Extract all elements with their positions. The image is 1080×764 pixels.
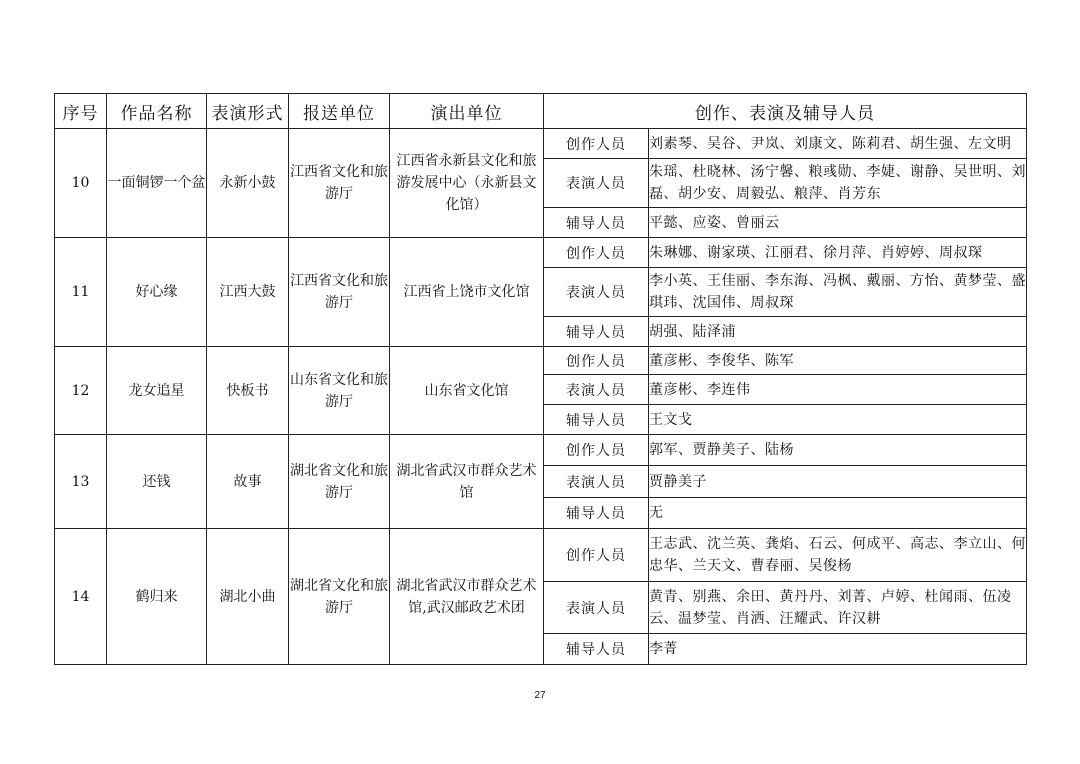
role-label: 表演人员	[544, 582, 649, 634]
row-no: 11	[55, 238, 107, 347]
row-form: 永新小鼓	[207, 129, 289, 238]
table-row	[55, 129, 1027, 159]
row-submitter: 湖北省文化和旅游厅	[289, 529, 390, 665]
staff-names: 董彦彬、李俊华、陈军	[649, 347, 1027, 375]
role-label: 辅导人员	[544, 317, 649, 347]
row-no: 10	[55, 129, 107, 238]
role-label: 创作人员	[544, 347, 649, 375]
role-label: 辅导人员	[544, 634, 649, 665]
staff-names: 胡强、陆泽浦	[649, 317, 1027, 347]
role-label: 表演人员	[544, 268, 649, 317]
row-form: 快板书	[207, 347, 289, 435]
row-submitter: 湖北省文化和旅游厅	[289, 435, 390, 529]
row-performer: 湖北省武汉市群众艺术馆	[390, 435, 544, 529]
staff-names: 刘素琴、吴谷、尹岚、刘康文、陈莉君、胡生强、左文明	[649, 129, 1027, 159]
awards-table	[54, 93, 1027, 665]
staff-names: 黄青、别燕、余田、黄丹丹、刘菁、卢婷、杜闻雨、伍凌云、温梦莹、肖洒、汪耀武、许汉耕	[649, 582, 1027, 634]
row-performer: 湖北省武汉市群众艺术馆,武汉邮政艺术团	[390, 529, 544, 665]
row-no: 13	[55, 435, 107, 529]
table-row	[55, 347, 1027, 375]
staff-names: 王志武、沈兰英、龚焰、石云、何成平、高志、李立山、何忠华、兰天文、曹春丽、吴俊杨	[649, 529, 1027, 582]
row-performer: 江西省永新县文化和旅游发展中心（永新县文化馆）	[390, 129, 544, 238]
role-label: 辅导人员	[544, 498, 649, 529]
role-label: 辅导人员	[544, 208, 649, 238]
staff-names: 朱琳娜、谢家瑛、江丽君、徐月萍、肖婷婷、周叔琛	[649, 238, 1027, 268]
role-label: 创作人员	[544, 238, 649, 268]
row-form: 江西大鼓	[207, 238, 289, 347]
table-row	[55, 435, 1027, 466]
row-title: 好心缘	[107, 238, 207, 347]
row-submitter: 江西省文化和旅游厅	[289, 129, 390, 238]
role-label: 表演人员	[544, 466, 649, 498]
staff-names: 郭军、贾静美子、陆杨	[649, 435, 1027, 466]
row-form: 故事	[207, 435, 289, 529]
row-submitter: 山东省文化和旅游厅	[289, 347, 390, 435]
table-header-row	[55, 94, 1027, 129]
role-label: 创作人员	[544, 529, 649, 582]
table-row	[55, 529, 1027, 582]
row-title: 还钱	[107, 435, 207, 529]
role-label: 表演人员	[544, 159, 649, 208]
role-label: 表演人员	[544, 375, 649, 405]
page-number: 27	[534, 690, 546, 701]
staff-names: 无	[649, 498, 1027, 529]
staff-names: 王文戈	[649, 405, 1027, 435]
staff-names: 李小英、王佳丽、李东海、冯枫、戴丽、方怡、黄梦莹、盛琪玮、沈国伟、周叔琛	[649, 268, 1027, 317]
row-no: 12	[55, 347, 107, 435]
header-no: 序号	[55, 94, 107, 129]
row-performer: 江西省上饶市文化馆	[390, 238, 544, 347]
row-form: 湖北小曲	[207, 529, 289, 665]
row-title: 一面铜锣一个盆	[107, 129, 207, 238]
staff-names: 朱瑶、杜晓林、汤宁馨、粮彧勋、李婕、谢静、吴世明、刘磊、胡少安、周毅弘、粮萍、肖芳东	[649, 159, 1027, 208]
staff-names: 平懿、应姿、曾丽云	[649, 208, 1027, 238]
table-row	[55, 238, 1027, 268]
header-submitter: 报送单位	[289, 94, 390, 129]
row-no: 14	[55, 529, 107, 665]
staff-names: 董彦彬、李连伟	[649, 375, 1027, 405]
staff-names: 李菁	[649, 634, 1027, 665]
header-form: 表演形式	[207, 94, 289, 129]
row-submitter: 江西省文化和旅游厅	[289, 238, 390, 347]
row-title: 鹤归来	[107, 529, 207, 665]
header-performer: 演出单位	[390, 94, 544, 129]
role-label: 创作人员	[544, 435, 649, 466]
role-label: 辅导人员	[544, 405, 649, 435]
row-performer: 山东省文化馆	[390, 347, 544, 435]
row-title: 龙女追星	[107, 347, 207, 435]
header-staff: 创作、表演及辅导人员	[544, 94, 1027, 129]
header-title: 作品名称	[107, 94, 207, 129]
role-label: 创作人员	[544, 129, 649, 159]
staff-names: 贾静美子	[649, 466, 1027, 498]
